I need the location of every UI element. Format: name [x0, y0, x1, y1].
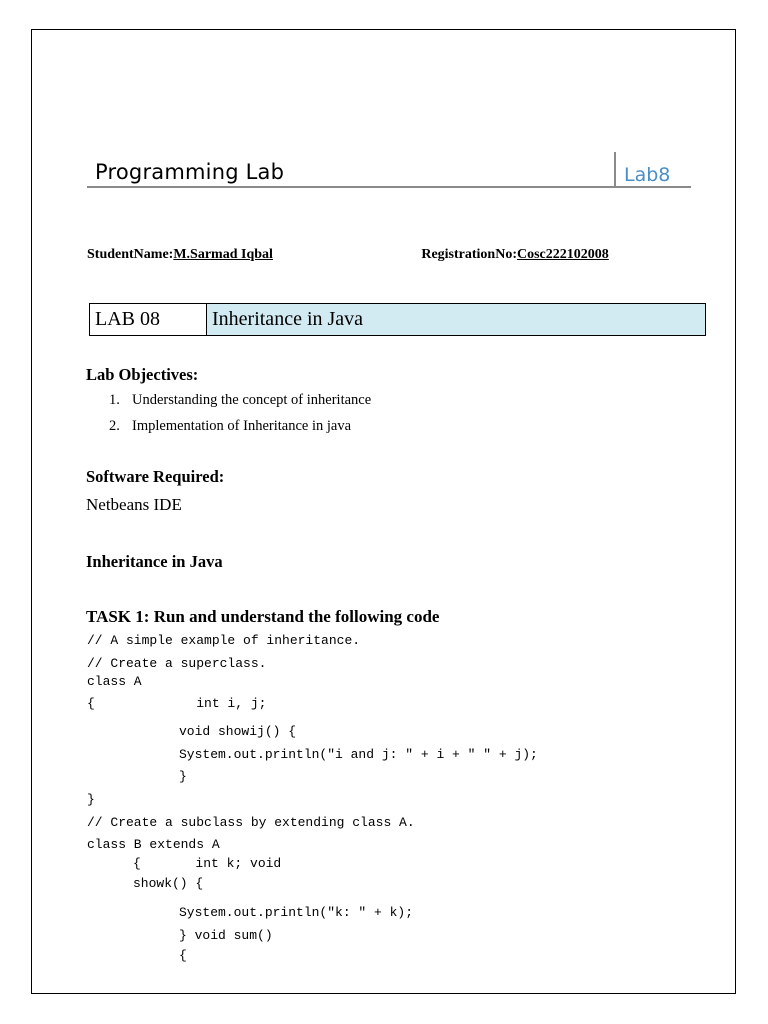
objective-item	[109, 392, 372, 409]
student-name-label: StudentName:	[87, 247, 174, 262]
code-line: class A	[87, 674, 142, 689]
header-divider	[614, 152, 616, 187]
lab-number-cell: LAB 08	[90, 304, 207, 335]
objective-text: Understanding the concept of inheritance	[132, 392, 372, 408]
objective-number: 1.	[109, 392, 120, 408]
code-line: { int i, j;	[87, 696, 267, 711]
code-line: } void sum()	[179, 928, 273, 943]
code-line: showk() {	[133, 876, 204, 891]
code-line: }	[179, 769, 187, 784]
registration-value: Cosc222102008	[517, 247, 609, 262]
objectives-heading: Lab Objectives:	[86, 365, 199, 384]
code-line: // Create a superclass.	[87, 656, 267, 671]
code-line: void showij() {	[179, 724, 297, 739]
code-line: class B extends A	[87, 837, 220, 852]
header-rule	[87, 186, 691, 188]
task-heading: TASK 1: Run and understand the following code	[86, 607, 440, 626]
objective-number: 2.	[109, 418, 120, 434]
code-line: }	[87, 792, 95, 807]
section-heading: Inheritance in Java	[86, 552, 223, 571]
objective-item	[109, 418, 352, 435]
software-heading: Software Required:	[86, 467, 225, 486]
student-name-value: M.Sarmad Iqbal	[173, 247, 273, 262]
code-line: System.out.println("i and j: " + i + " " + j);	[179, 747, 538, 762]
software-value: Netbeans IDE	[86, 495, 182, 514]
registration-label: RegistrationNo:	[421, 247, 517, 262]
objective-text: Implementation of Inheritance in java	[132, 418, 352, 434]
lab-title-cell: Inheritance in Java	[207, 304, 705, 335]
lab-tag: Lab8	[624, 164, 671, 186]
code-line: {	[179, 948, 187, 963]
document-title: Programming Lab	[95, 160, 285, 184]
code-line: System.out.println("k: " + k);	[179, 905, 414, 920]
student-info	[87, 247, 689, 263]
code-line: { int k; void	[133, 856, 282, 871]
lab-table	[89, 303, 706, 336]
code-line: // Create a subclass by extending class A.	[87, 815, 415, 830]
code-line: // A simple example of inheritance.	[87, 633, 361, 648]
